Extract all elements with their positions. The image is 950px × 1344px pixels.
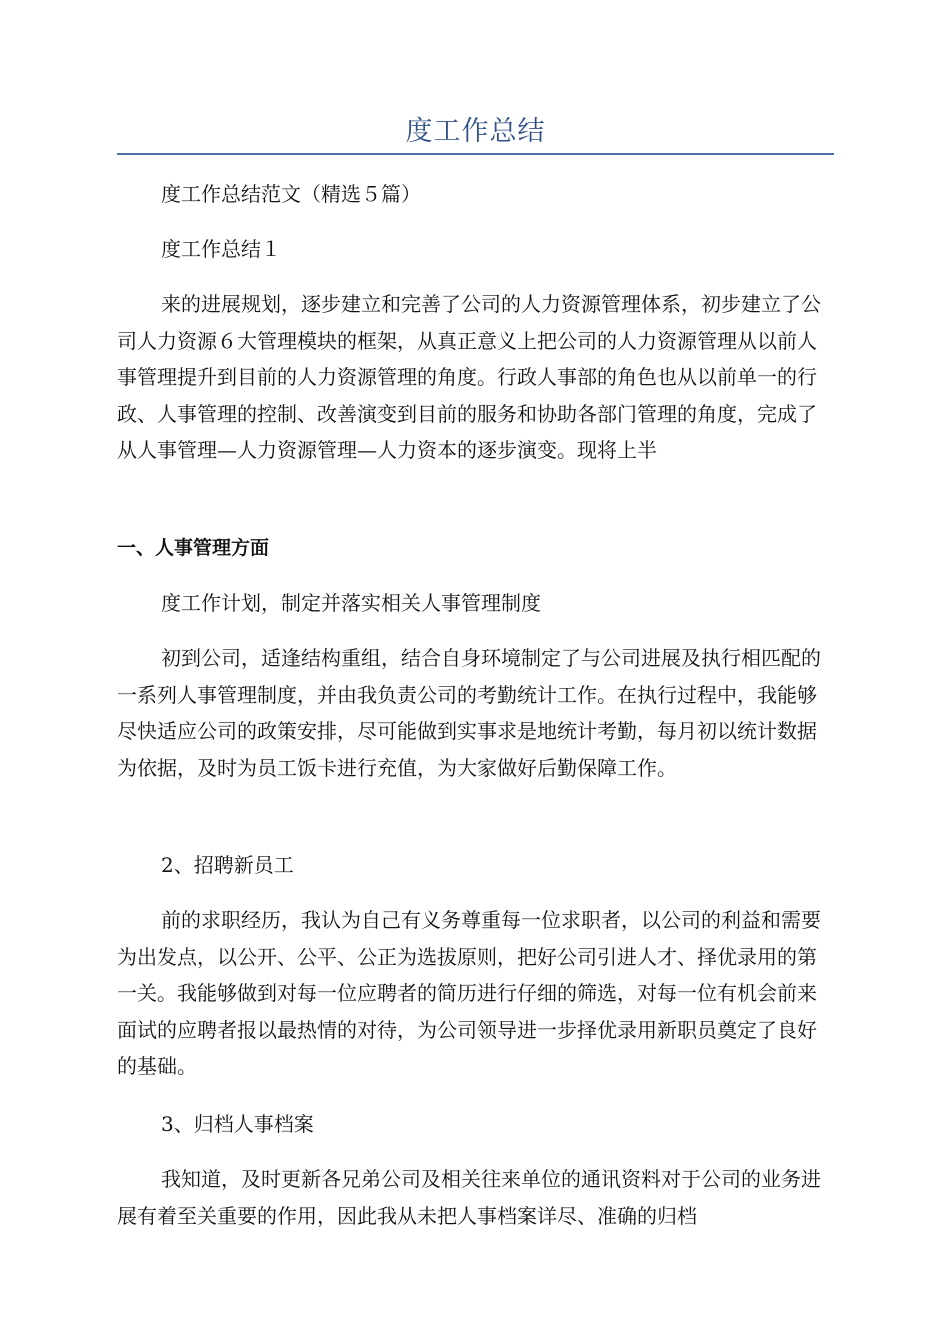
body-paragraph: 我知道，及时更新各兄弟公司及相关往来单位的通讯资料对于公司的业务进展有着至关重要的作用，因此我从未把人事档案详尽、准确的归档 bbox=[117, 1167, 821, 1228]
body-paragraph: 来的进展规划，逐步建立和完善了公司的人力资源管理体系，初步建立了公司人力资源６大管理模块的框架，从真正意义上把公司的人力资源管理从以前人事管理提升到目前的人力资源管理的角度。行政人事部的角色也从以前单一的行政、人事管理的控制、改善演变到目前的服务和协助各部门管理的角度，完成了从人事管理—人力资源管理—人力资本的逐步演变。现将上半 bbox=[117, 292, 821, 462]
subtitle-paragraph: 度工作总结范文（精选５篇） bbox=[161, 182, 421, 206]
subheading-paragraph: 2、招聘新员工 bbox=[161, 853, 294, 877]
document-title: 度工作总结 bbox=[405, 116, 546, 147]
section-heading: 一、人事管理方面 bbox=[117, 537, 270, 559]
body-paragraph: 度工作计划，制定并落实相关人事管理制度 bbox=[161, 591, 541, 615]
body-paragraph: 前的求职经历，我认为自己有义务尊重每一位求职者，以公司的利益和需要为出发点，以公开、公平、公正为选拔原则，把好公司引进人才、择优录用的第一关。我能够做到对每一位应聘者的简历进行仔细的筛选，对每一位有机会前来面试的应聘者报以最热情的对待，为公司领导进一步择优录用新职员奠定了良好的基础。 bbox=[117, 908, 821, 1078]
subheading-paragraph: 3、归档人事档案 bbox=[161, 1112, 314, 1136]
title-underline bbox=[117, 153, 834, 155]
body-paragraph: 初到公司，适逢结构重组，结合自身环境制定了与公司进展及执行相匹配的一系列人事管理制度，并由我负责公司的考勤统计工作。在执行过程中，我能够尽快适应公司的政策安排，尽可能做到实事求是地统计考勤，每月初以统计数据为依据，及时为员工饭卡进行充值，为大家做好后勤保障工作。 bbox=[117, 646, 821, 780]
section-label-paragraph: 度工作总结１ bbox=[161, 237, 281, 261]
